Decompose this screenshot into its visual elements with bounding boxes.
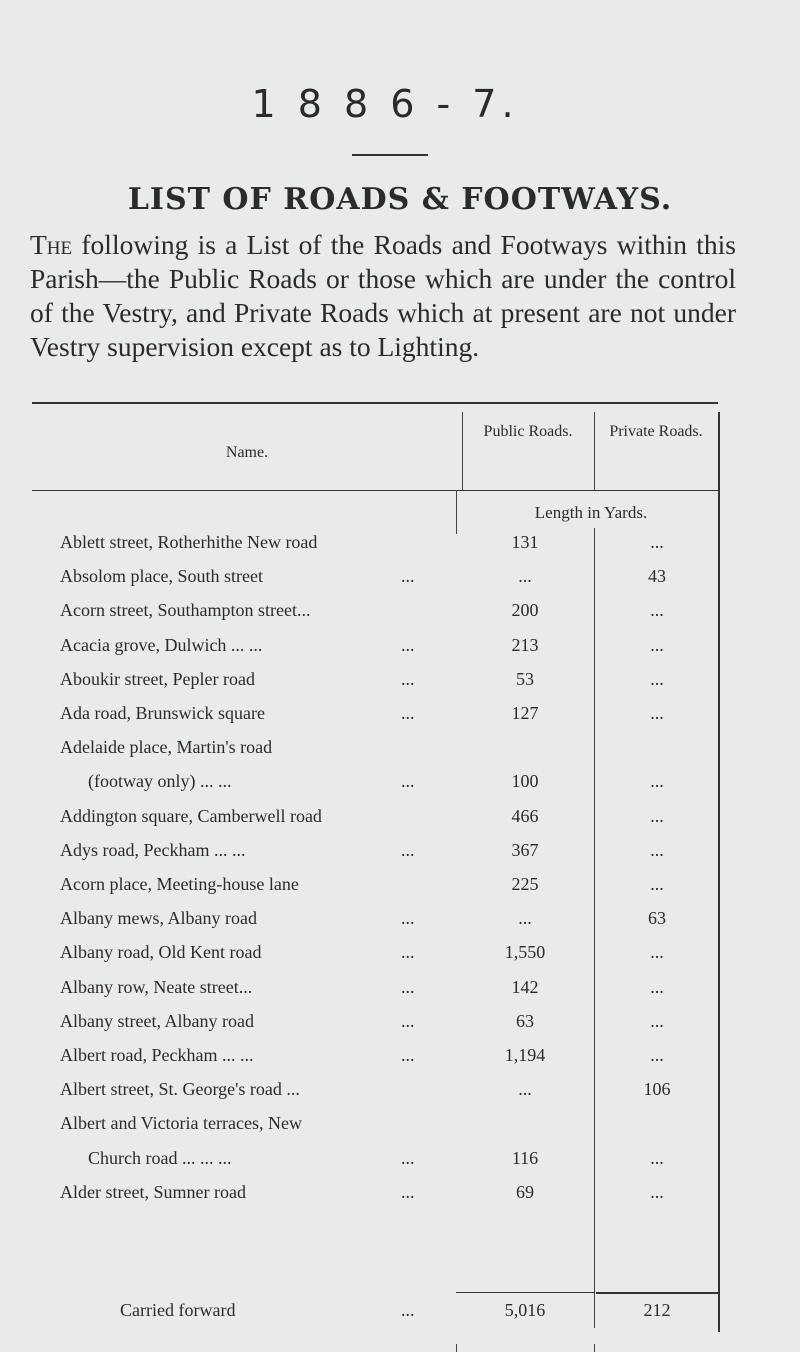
heading-rule (352, 154, 428, 156)
total-label: Carried forward (120, 1300, 236, 1320)
public-length: 63 (516, 1010, 534, 1031)
table-row (0, 908, 800, 942)
public-length: 69 (516, 1181, 534, 1202)
public-length: 116 (511, 1147, 539, 1168)
private-length: ... (650, 600, 664, 621)
road-name: Adelaide place, Martin's road (60, 737, 273, 758)
public-length: ... (518, 1079, 532, 1100)
private-length: ... (650, 1045, 664, 1065)
private-length: 43 (648, 566, 666, 587)
road-name: Ablett street, Rotherhithe New road (60, 532, 318, 552)
private-length: ... (650, 668, 664, 689)
private-length: ... (650, 942, 664, 963)
leader-dots: ... (401, 771, 415, 792)
public-length: 1,550 (504, 942, 546, 963)
public-length: 200 (511, 600, 539, 621)
table-row (0, 942, 800, 976)
page-title: LIST OF ROADS & FOOTWAYS. (127, 182, 673, 217)
public-length: 1,194 (504, 1045, 546, 1065)
public-length: 142 (511, 976, 539, 997)
total-rule-public (456, 1292, 594, 1293)
public-length: 131 (511, 532, 539, 552)
table-row (0, 1113, 800, 1147)
public-length: 100 (511, 771, 539, 792)
leader-dots: ... (401, 668, 415, 689)
table-row (0, 1045, 800, 1079)
col-private-header: Private Roads. (609, 423, 703, 440)
public-length: 225 (511, 874, 539, 894)
road-name: Acorn street, Southampton street... (60, 600, 311, 621)
leader-dots: ... (401, 566, 415, 587)
private-length: ... (650, 1147, 664, 1168)
intro-text: following is a List of the Roads and Footways within this Parish—the Public Roads or those which are under the control of the Vestry, and Private Roads which at present are not under Vestry supervision except as to Lighting. (30, 229, 736, 362)
private-length: ... (650, 703, 664, 723)
leader-dots: ... (401, 634, 415, 655)
road-name: Acorn place, Meeting-house lane (60, 874, 299, 894)
header-divider-1 (462, 412, 463, 490)
table-row (0, 669, 800, 703)
road-name: Aboukir street, Pepler road (60, 668, 255, 689)
header-divider-2 (594, 412, 595, 490)
leader-dots: ... (401, 1010, 415, 1031)
public-length: 466 (511, 805, 539, 826)
total-divider-mid (594, 1344, 595, 1352)
private-length: ... (650, 805, 664, 826)
intro-paragraph (30, 228, 736, 364)
private-length: ... (650, 532, 664, 552)
road-name: Adys road, Peckham ... ... (60, 839, 246, 860)
table-row (0, 600, 800, 634)
public-length: ... (518, 566, 532, 587)
private-length: ... (650, 874, 664, 894)
road-name: Absolom place, South street (60, 566, 263, 587)
unit-label: Length in Yards. (534, 503, 648, 522)
leader-dots: ... (401, 942, 415, 963)
private-length: 63 (648, 908, 666, 929)
table-row (0, 566, 800, 600)
intro-first-word: The (30, 229, 73, 260)
total-dots: ... (401, 1300, 415, 1320)
table-row (0, 1011, 800, 1045)
table-row (0, 840, 800, 874)
road-name: Albert road, Peckham ... ... (60, 1045, 254, 1065)
private-length: ... (650, 976, 664, 997)
total-public: 5,016 (504, 1300, 546, 1320)
leader-dots: ... (401, 703, 415, 723)
road-name: (footway only) ... ... (88, 771, 232, 792)
table-row (0, 1148, 800, 1182)
carried-forward-row (0, 1300, 800, 1334)
table-row (0, 532, 800, 566)
total-divider-left (456, 1344, 457, 1352)
leader-dots: ... (401, 1181, 415, 1202)
private-length: ... (650, 771, 664, 792)
leader-dots: ... (401, 1045, 415, 1065)
header-bottom-rule (32, 490, 718, 491)
public-length: 53 (516, 668, 534, 689)
road-name: Alder street, Sumner road (60, 1181, 246, 1202)
road-name: Ada road, Brunswick square (60, 703, 265, 723)
private-length: 106 (643, 1079, 671, 1100)
road-name: Albert street, St. George's road ... (60, 1079, 300, 1100)
road-name: Church road ... ... ... (88, 1147, 232, 1168)
public-length: 367 (511, 839, 539, 860)
table-row (0, 977, 800, 1011)
road-name: Albany mews, Albany road (60, 908, 257, 929)
table-row (0, 874, 800, 908)
leader-dots: ... (401, 976, 415, 997)
col-name-header: Name. (225, 444, 269, 461)
public-length: 127 (511, 703, 539, 723)
table-top-rule (32, 402, 718, 404)
private-length: ... (650, 634, 664, 655)
table-row (0, 1182, 800, 1216)
leader-dots: ... (401, 1147, 415, 1168)
road-name: Albany row, Neate street... (60, 976, 253, 997)
leader-dots: ... (401, 839, 415, 860)
public-length: 213 (511, 634, 539, 655)
table-row (0, 806, 800, 840)
road-name: Addington square, Camberwell road (60, 805, 322, 826)
col-public-header: Public Roads. (483, 423, 573, 440)
total-rule-private (596, 1292, 718, 1294)
table-row (0, 1079, 800, 1113)
private-length: ... (650, 1010, 664, 1031)
total-private: 212 (643, 1300, 671, 1320)
road-name: Albany street, Albany road (60, 1010, 254, 1031)
table-row (0, 703, 800, 737)
road-name: Albert and Victoria terraces, New (60, 1113, 302, 1134)
private-length: ... (650, 1181, 664, 1202)
table-row (0, 771, 800, 805)
road-name: Acacia grove, Dulwich ... ... (60, 634, 263, 655)
table-row (0, 737, 800, 771)
leader-dots: ... (401, 908, 415, 929)
road-name: Albany road, Old Kent road (60, 942, 262, 963)
year-heading: 1 8 8 6 - 7. (251, 82, 519, 126)
public-length: ... (518, 908, 532, 929)
table-row (0, 635, 800, 669)
private-length: ... (650, 839, 664, 860)
